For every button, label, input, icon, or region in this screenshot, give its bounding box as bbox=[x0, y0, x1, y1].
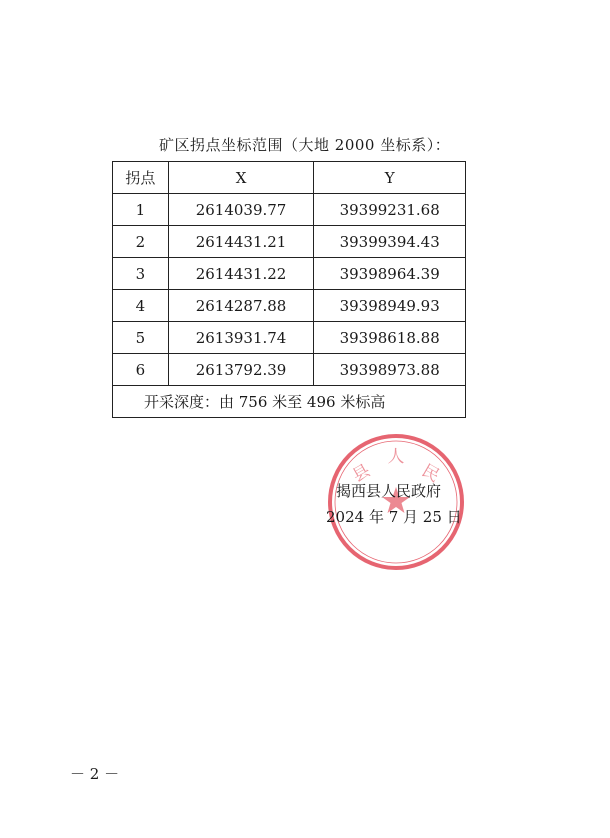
svg-text:人: 人 bbox=[387, 447, 405, 467]
mining-depth-note: 开采深度：由 756 米至 496 米标高 bbox=[113, 386, 466, 418]
cell-x: 2614431.21 bbox=[168, 226, 314, 258]
cell-point: 1 bbox=[113, 194, 169, 226]
cell-point: 3 bbox=[113, 258, 169, 290]
table-caption: 矿区拐点坐标范围（大地 2000 坐标系）： bbox=[159, 136, 451, 154]
table-header-row bbox=[113, 162, 466, 194]
table-footer-row bbox=[113, 386, 466, 418]
header-cell-point: 拐点 bbox=[113, 162, 169, 194]
cell-point: 6 bbox=[113, 354, 169, 386]
table-row bbox=[113, 258, 466, 290]
cell-y: 39399231.68 bbox=[314, 194, 466, 226]
header-cell-x: X bbox=[168, 162, 314, 194]
cell-point: 2 bbox=[113, 226, 169, 258]
cell-point: 4 bbox=[113, 290, 169, 322]
cell-y: 39398949.93 bbox=[314, 290, 466, 322]
cell-y: 39398964.39 bbox=[314, 258, 466, 290]
issue-date: 2024 年 7 月 25 日 bbox=[326, 508, 462, 526]
official-seal bbox=[326, 432, 466, 572]
cell-x: 2614287.88 bbox=[168, 290, 314, 322]
cell-y: 39399394.43 bbox=[314, 226, 466, 258]
cell-y: 39398973.88 bbox=[314, 354, 466, 386]
cell-x: 2614039.77 bbox=[168, 194, 314, 226]
svg-text:民: 民 bbox=[418, 460, 443, 487]
table-row bbox=[113, 322, 466, 354]
cell-x: 2614431.22 bbox=[168, 258, 314, 290]
cell-x: 2613792.39 bbox=[168, 354, 314, 386]
table-row bbox=[113, 290, 466, 322]
cell-point: 5 bbox=[113, 322, 169, 354]
issuing-authority: 揭西县人民政府 bbox=[336, 482, 442, 500]
table-row bbox=[113, 194, 466, 226]
cell-y: 39398618.88 bbox=[314, 322, 466, 354]
svg-text:县: 县 bbox=[349, 460, 374, 487]
table-row bbox=[113, 354, 466, 386]
coordinate-table bbox=[112, 161, 466, 418]
table-row bbox=[113, 226, 466, 258]
header-cell-y: Y bbox=[314, 162, 466, 194]
page-number: － 2 － bbox=[70, 765, 120, 783]
cell-x: 2613931.74 bbox=[168, 322, 314, 354]
